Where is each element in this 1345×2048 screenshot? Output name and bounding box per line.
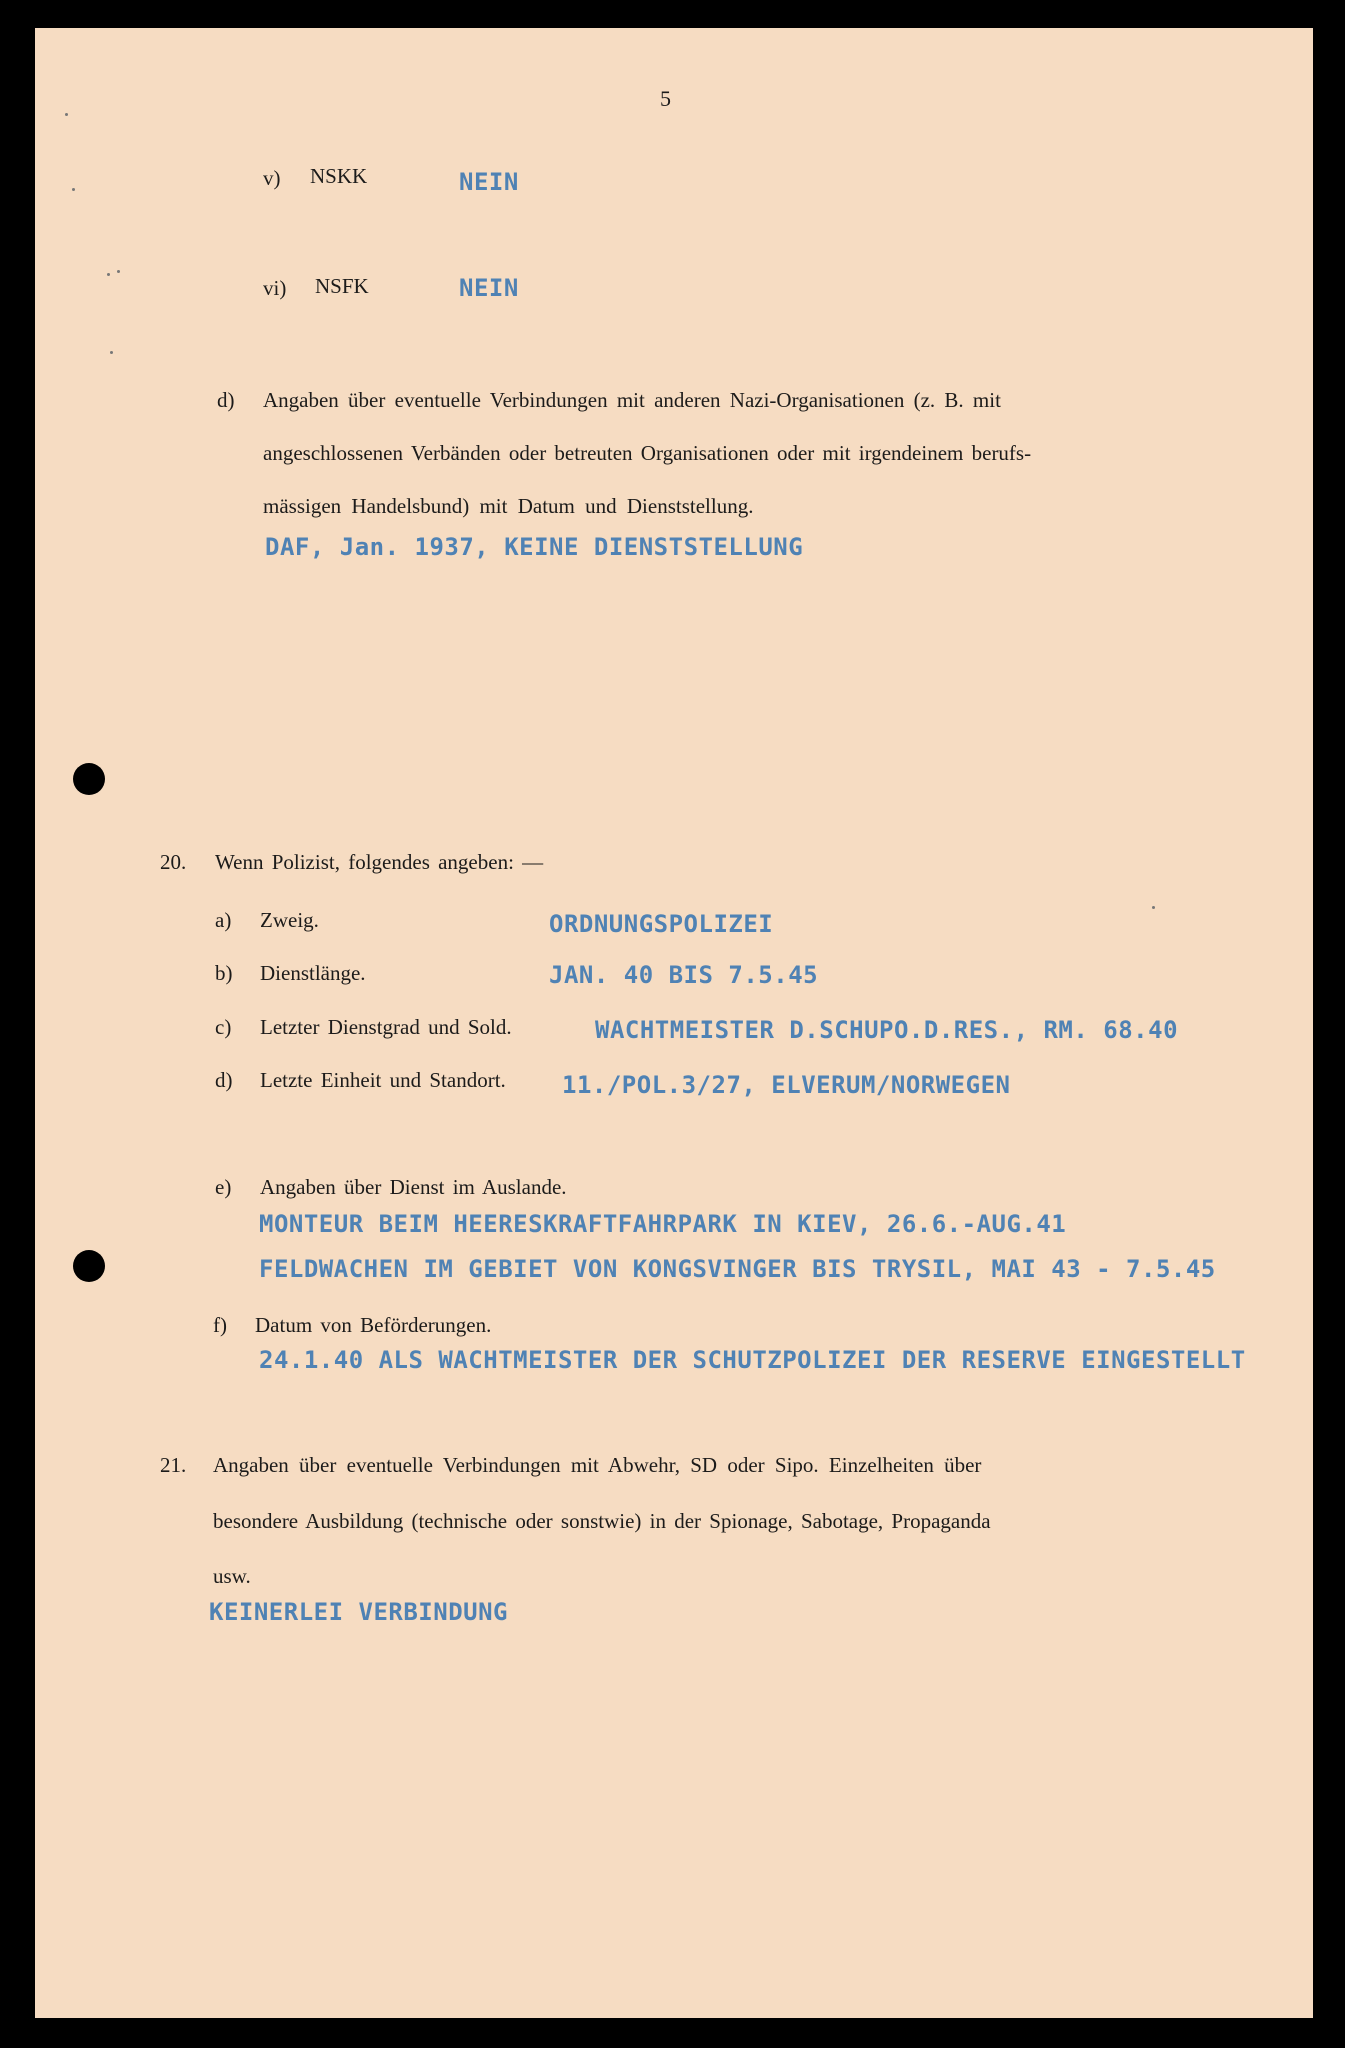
section-21-answer: KEINERLEI VERBINDUNG [209,1598,508,1626]
item-d2-answer: 11./POL.3/27, ELVERUM/NORWEGEN [562,1071,1011,1099]
item-a-label: a) [215,908,232,932]
item-b-label: b) [215,961,233,985]
section-21-line3: usw. [213,1564,251,1588]
paper-speck [65,113,68,116]
item-e-label: e) [215,1175,232,1199]
item-e-answer-line2: FELDWACHEN IM GEBIET VON KONGSVINGER BIS TRYSIL, MAI 43 - 7.5.45 [259,1255,1216,1283]
paper-speck [107,273,110,276]
item-d-line2: angeschlossenen Verbänden oder betreuten Organisationen oder mit irgendeinem berufs- [263,441,1032,465]
section-20-number: 20. [160,850,187,874]
item-v-label: v) [263,166,281,190]
item-a-answer: ORDNUNGSPOLIZEI [549,910,774,938]
item-c-answer: WACHTMEISTER D.SCHUPO.D.RES., RM. 68.40 [595,1016,1179,1044]
item-e-text: Angaben über Dienst im Auslande. [260,1175,567,1199]
item-a-text: Zweig. [260,908,319,932]
section-21-line1: Angaben über eventuelle Verbindungen mit Abwehr, SD oder Sipo. Einzelheiten über [213,1453,982,1477]
item-b-text: Dienstlänge. [260,961,366,985]
item-b-answer: JAN. 40 BIS 7.5.45 [549,961,819,989]
item-c-text: Letzter Dienstgrad und Sold. [260,1015,512,1039]
section-21-number: 21. [160,1453,187,1477]
section-20-heading: Wenn Polizist, folgendes angeben: — [215,850,544,874]
item-v-org: NSKK [310,164,368,188]
item-f-text: Datum von Beförderungen. [255,1313,492,1337]
paper-speck [110,351,113,354]
item-vi-org: NSFK [315,274,369,298]
punch-hole-upper [73,763,105,795]
page-number: 5 [660,86,671,111]
document-page [35,28,1313,2018]
section-21-line2: besondere Ausbildung (technische oder sonstwie) in der Spionage, Sabotage, Propaganda [213,1509,991,1533]
paper-speck [72,188,75,191]
item-e-answer-line1: MONTEUR BEIM HEERESKRAFTFAHRPARK IN KIEV, 26.6.-AUG.41 [259,1210,1067,1238]
punch-hole-lower [73,1250,105,1282]
item-d-line1: Angaben über eventuelle Verbindungen mit anderen Nazi-Organisationen (z. B. mit [263,388,1001,412]
item-vi-answer: NEIN [459,274,519,302]
paper-speck [117,270,120,273]
item-c-label: c) [215,1015,232,1039]
item-d2-label: d) [215,1068,233,1092]
paper-speck [1152,906,1155,909]
item-d-answer: DAF, Jan. 1937, KEINE DIENSTSTELLUNG [265,533,804,561]
item-d-line3: mässigen Handelsbund) mit Datum und Dienststellung. [263,494,754,518]
item-v-answer: NEIN [459,168,519,196]
item-d-label: d) [217,388,235,412]
item-f-answer: 24.1.40 ALS WACHTMEISTER DER SCHUTZPOLIZEI DER RESERVE EINGESTELLT [259,1346,1246,1374]
item-f-label: f) [213,1313,227,1337]
item-vi-label: vi) [263,276,287,300]
item-d2-text: Letzte Einheit und Standort. [260,1068,506,1092]
